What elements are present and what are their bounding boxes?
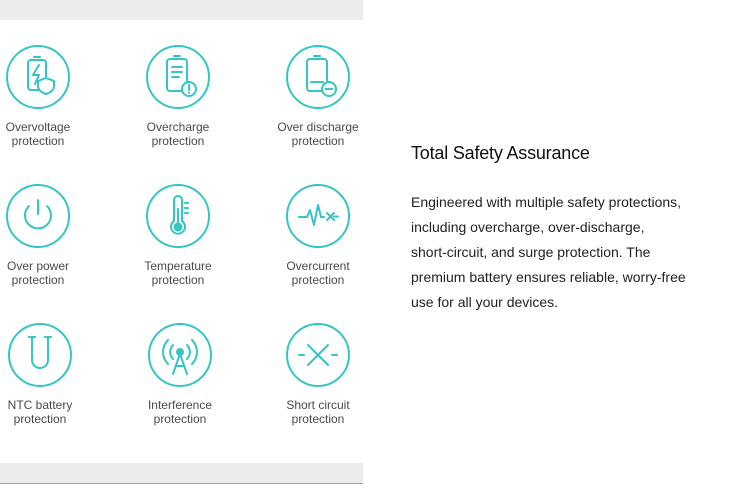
battery-minus-icon bbox=[285, 44, 351, 110]
feature-label: Over discharge protection bbox=[277, 120, 359, 148]
feature-over-discharge bbox=[258, 44, 378, 148]
features-grid bbox=[0, 20, 363, 463]
feature-label: Short circuit protection bbox=[286, 398, 350, 426]
pulse-cross-icon bbox=[285, 183, 351, 249]
feature-overcharge bbox=[118, 44, 238, 148]
signal-tower-icon bbox=[147, 322, 213, 388]
feature-temperature bbox=[118, 183, 238, 287]
battery-shield-icon bbox=[5, 44, 71, 110]
battery-warning-icon bbox=[145, 44, 211, 110]
content-block bbox=[411, 143, 711, 315]
power-icon bbox=[5, 183, 71, 249]
feature-label: Overvoltage protection bbox=[5, 120, 71, 148]
thermometer-icon bbox=[145, 183, 211, 249]
feature-label: NTC battery protection bbox=[7, 398, 73, 426]
feature-label: Over power protection bbox=[6, 259, 70, 287]
feature-over-power bbox=[0, 183, 98, 287]
feature-label: Temperature protection bbox=[144, 259, 212, 287]
section-description: Engineered with multiple safety protections, including overcharge, over-discharge, short-circuit, and surge protection. The premium battery ensures reliable, worry-free use for all your devices. bbox=[411, 194, 686, 310]
feature-ntc-battery bbox=[0, 322, 100, 426]
feature-overcurrent bbox=[258, 183, 378, 287]
feature-label: Overcurrent protection bbox=[286, 259, 350, 287]
u-tube-icon bbox=[7, 322, 73, 388]
section-heading: Total Safety Assurance bbox=[411, 143, 590, 163]
feature-label: Interference protection bbox=[147, 398, 213, 426]
divider bbox=[0, 483, 363, 484]
feature-short-circuit bbox=[258, 322, 378, 426]
feature-overvoltage bbox=[0, 44, 98, 148]
protection-features-image bbox=[0, 0, 363, 484]
feature-interference bbox=[120, 322, 240, 426]
cross-spark-icon bbox=[285, 322, 351, 388]
feature-label: Overcharge protection bbox=[146, 120, 210, 148]
